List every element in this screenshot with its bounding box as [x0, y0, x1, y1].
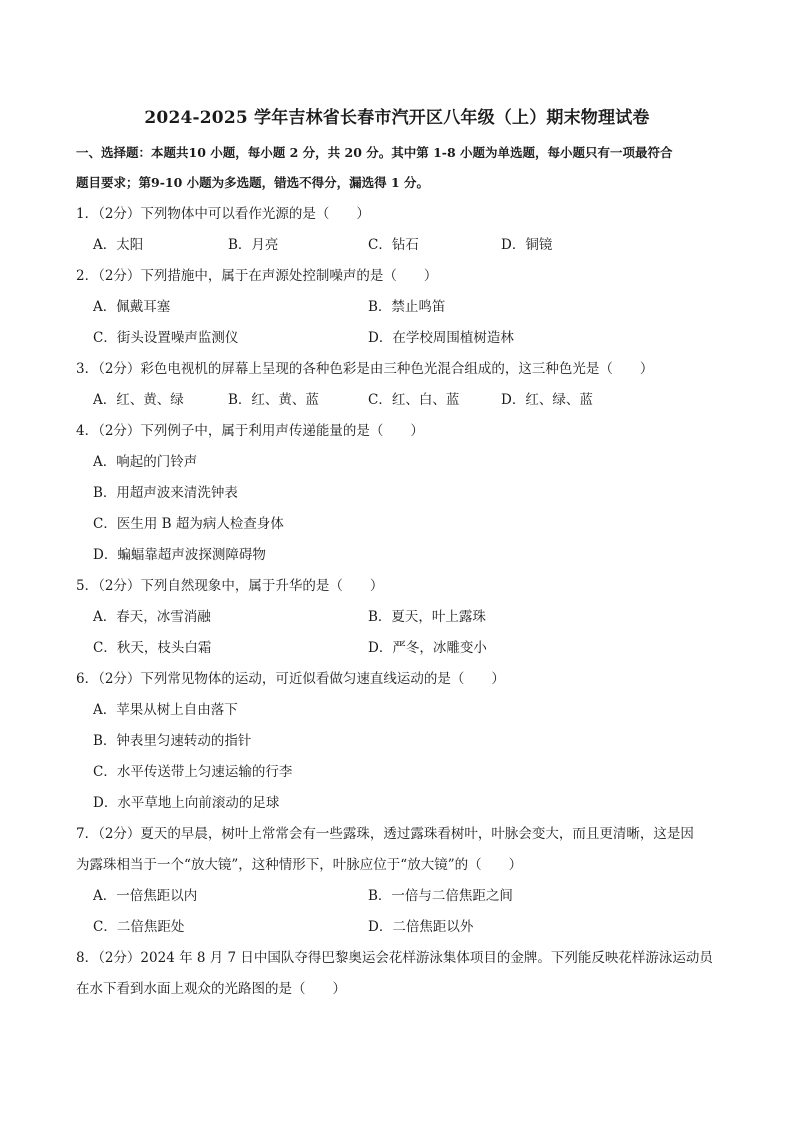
question-3-stem: 3．（2分）彩色电视机的屏幕上呈现的各种色彩是由三种色光混合组成的，这三种色光是（ ） [76, 361, 654, 377]
question-6-option-a: A．苹果从树上自由落下 [93, 702, 238, 718]
question-6-stem: 6．（2分）下列常见物体的运动，可近似看做匀速直线运动的是（ ） [76, 671, 505, 687]
question-7-option-b: B．一倍与二倍焦距之间 [368, 888, 513, 904]
question-2-stem: 2．（2分）下列措施中，属于在声源处控制噪声的是（ ） [76, 268, 438, 284]
question-5-option-d: D．严冬，冰雕变小 [368, 640, 487, 656]
question-8-stem-line2: 在水下看到水面上观众的光路图的是（ ） [76, 981, 346, 997]
section-instructions-line1: 一、选择题：本题共10 小题，每小题 2 分，共 20 分。其中第 1-8 小题为单选题，每小题只有一项最符合 [76, 145, 673, 160]
question-7-option-a: A．一倍焦距以内 [93, 888, 198, 904]
question-5-option-a: A．春天，冰雪消融 [93, 609, 211, 625]
question-2-option-c: C．街头设置噪声监测仪 [93, 330, 239, 346]
section-instructions-line2: 题目要求；第9-10 小题为多选题，错选不得分，漏选得 1 分。 [76, 175, 430, 190]
question-3-option-a: A．红、黄、绿 [93, 392, 184, 408]
question-2-option-d: D．在学校周围植树造林 [368, 330, 514, 346]
question-7-stem-line1: 7．（2分）夏天的早晨，树叶上常常会有一些露珠，透过露珠看树叶，叶脉会变大，而且更清晰，这是因 [76, 826, 694, 842]
question-5-option-b: B．夏天，叶上露珠 [368, 609, 486, 625]
question-1-option-d: D．铜镜 [501, 237, 553, 253]
question-1-option-a: A．太阳 [93, 237, 144, 253]
question-5-option-c: C．秋天，枝头白霜 [93, 640, 212, 656]
question-7-option-d: D．二倍焦距以外 [368, 919, 474, 935]
question-6-option-d: D．水平草地上向前滚动的足球 [93, 795, 280, 811]
question-4-option-a: A．响起的门铃声 [93, 454, 198, 470]
question-3-option-c: C．红、白、蓝 [368, 392, 460, 408]
page-title: 2024-2025 学年吉林省长春市汽开区八年级（上）期末物理试卷 [144, 108, 650, 128]
question-4-stem: 4．（2分）下列例子中，属于利用声传递能量的是（ ） [76, 423, 424, 439]
question-1-option-c: C．钻石 [368, 237, 419, 253]
question-5-stem: 5．（2分）下列自然现象中，属于升华的是（ ） [76, 578, 384, 594]
question-1-stem: 1．（2分）下列物体中可以看作光源的是（ ） [76, 206, 370, 222]
question-2-option-b: B．禁止鸣笛 [368, 299, 446, 315]
question-6-option-c: C．水平传送带上匀速运输的行李 [93, 764, 293, 780]
question-3-option-d: D．红、绿、蓝 [501, 392, 593, 408]
question-2-option-a: A．佩戴耳塞 [93, 299, 171, 315]
question-7-option-c: C．二倍焦距处 [93, 919, 185, 935]
question-1-option-b: B．月亮 [228, 237, 279, 253]
question-4-option-b: B．用超声波来清洗钟表 [93, 485, 238, 501]
question-8-stem-line1: 8．（2分）2024 年 8 月 7 日中国队夺得巴黎奥运会花样游泳集体项目的金牌。下列能反映花样游泳运动员 [76, 950, 713, 966]
question-4-option-d: D．蝙蝠靠超声波探测障碍物 [93, 547, 266, 563]
question-4-option-c: C．医生用 B 超为病人检查身体 [93, 516, 284, 532]
question-7-stem-line2: 为露珠相当于一个“放大镜”，这种情形下，叶脉应位于“放大镜”的（ ） [76, 857, 523, 873]
question-3-option-b: B．红、黄、蓝 [228, 392, 319, 408]
question-6-option-b: B．钟表里匀速转动的指针 [93, 733, 252, 749]
